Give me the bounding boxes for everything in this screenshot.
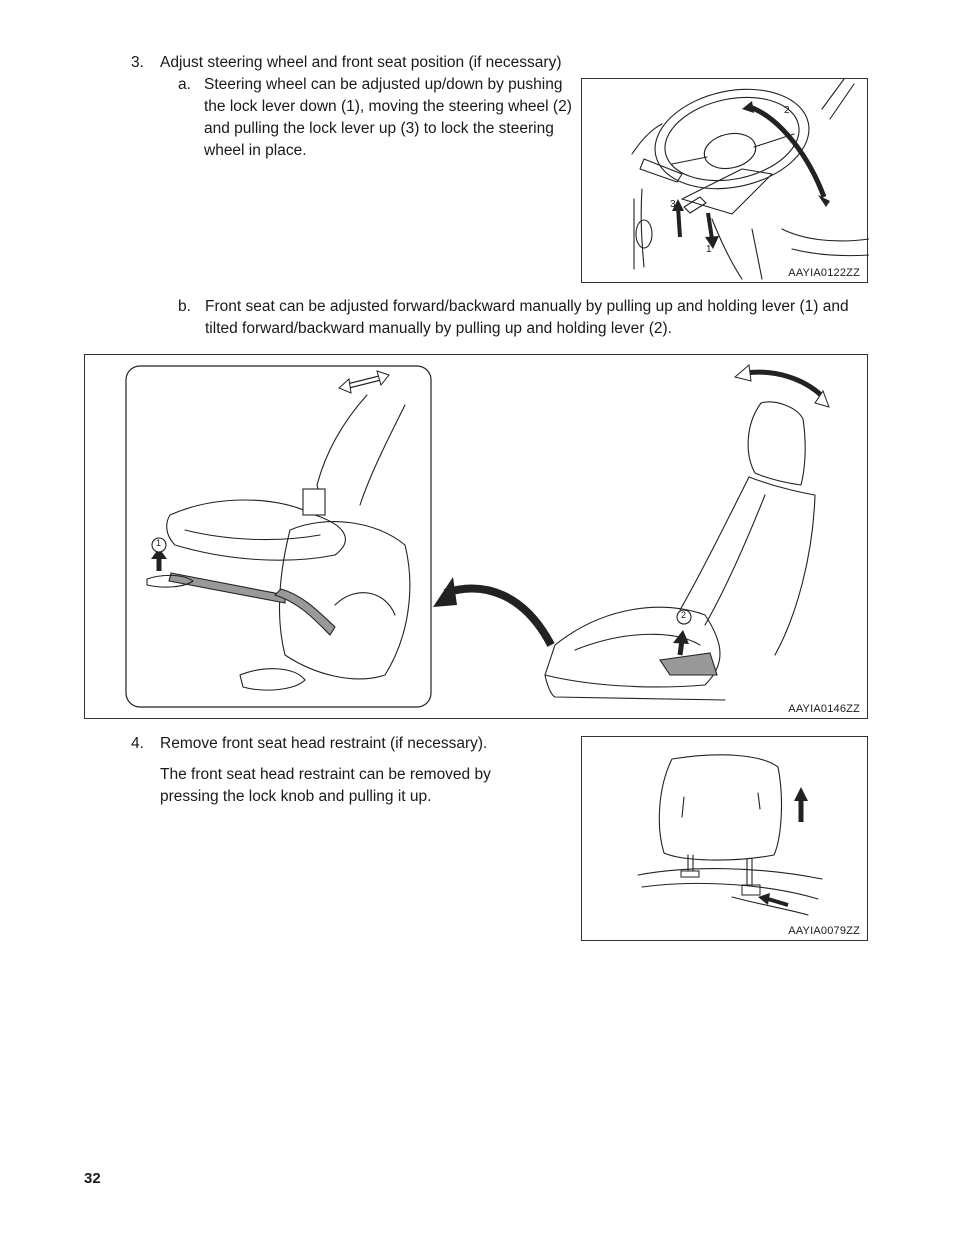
step-3-number: 3. bbox=[131, 54, 144, 71]
step-4-number: 4. bbox=[131, 735, 144, 752]
lever-2 bbox=[660, 653, 717, 675]
page-number: 32 bbox=[84, 1170, 101, 1187]
figure-id-headrest: AAYIA0079ZZ bbox=[788, 925, 860, 937]
front-seat-illustration bbox=[85, 355, 869, 720]
head-restraint-figure bbox=[581, 736, 868, 941]
pointer-arrow-icon bbox=[445, 589, 551, 645]
steering-wheel-figure bbox=[581, 78, 868, 283]
step-4-title: Remove front seat head restraint (if necessary). bbox=[160, 735, 488, 752]
arrow-1-icon bbox=[708, 213, 712, 239]
callout-seat-2: 2 bbox=[681, 610, 687, 620]
callout-2: 2 bbox=[784, 105, 790, 116]
step-3b-text: Front seat can be adjusted forward/backward manually by pulling up and holding lever (1) and tilted forward/backward manually by pulling up and holding lever (2). bbox=[205, 298, 849, 337]
arrow-2-icon bbox=[750, 107, 824, 197]
detail-inset-frame bbox=[126, 366, 431, 707]
step-3-title: Adjust steering wheel and front seat position (if necessary) bbox=[160, 54, 562, 71]
head-restraint-outline bbox=[659, 755, 781, 860]
arrow-3-icon bbox=[678, 207, 680, 237]
step-3a-text: Steering wheel can be adjusted up/down by pushing the lock lever down (1), moving the steering wheel (2) and pulling the lock lever up (3) to lock the steering wheel in place. bbox=[204, 76, 572, 159]
step-4-body: The front seat head restraint can be removed by pressing the lock knob and pulling it up. bbox=[160, 766, 491, 805]
step-3b-marker: b. bbox=[178, 298, 191, 315]
headrest-outline bbox=[748, 402, 805, 485]
front-seat-figure bbox=[84, 354, 868, 719]
dash-line bbox=[632, 124, 662, 154]
double-arrow-icon bbox=[339, 379, 351, 393]
steering-wheel-illustration bbox=[582, 79, 869, 284]
head-restraint-illustration bbox=[582, 737, 869, 942]
arrow-up-2-icon bbox=[673, 630, 689, 644]
step-3a-marker: a. bbox=[178, 76, 191, 93]
pull-up-arrow-icon bbox=[794, 787, 808, 801]
callout-1: 1 bbox=[706, 244, 712, 255]
figure-id-steering: AAYIA0122ZZ bbox=[788, 267, 860, 279]
callout-seat-1: 1 bbox=[156, 538, 162, 548]
recline-arrow-icon bbox=[745, 372, 823, 397]
figure-id-seat: AAYIA0146ZZ bbox=[788, 703, 860, 715]
callout-3: 3 bbox=[670, 199, 676, 210]
